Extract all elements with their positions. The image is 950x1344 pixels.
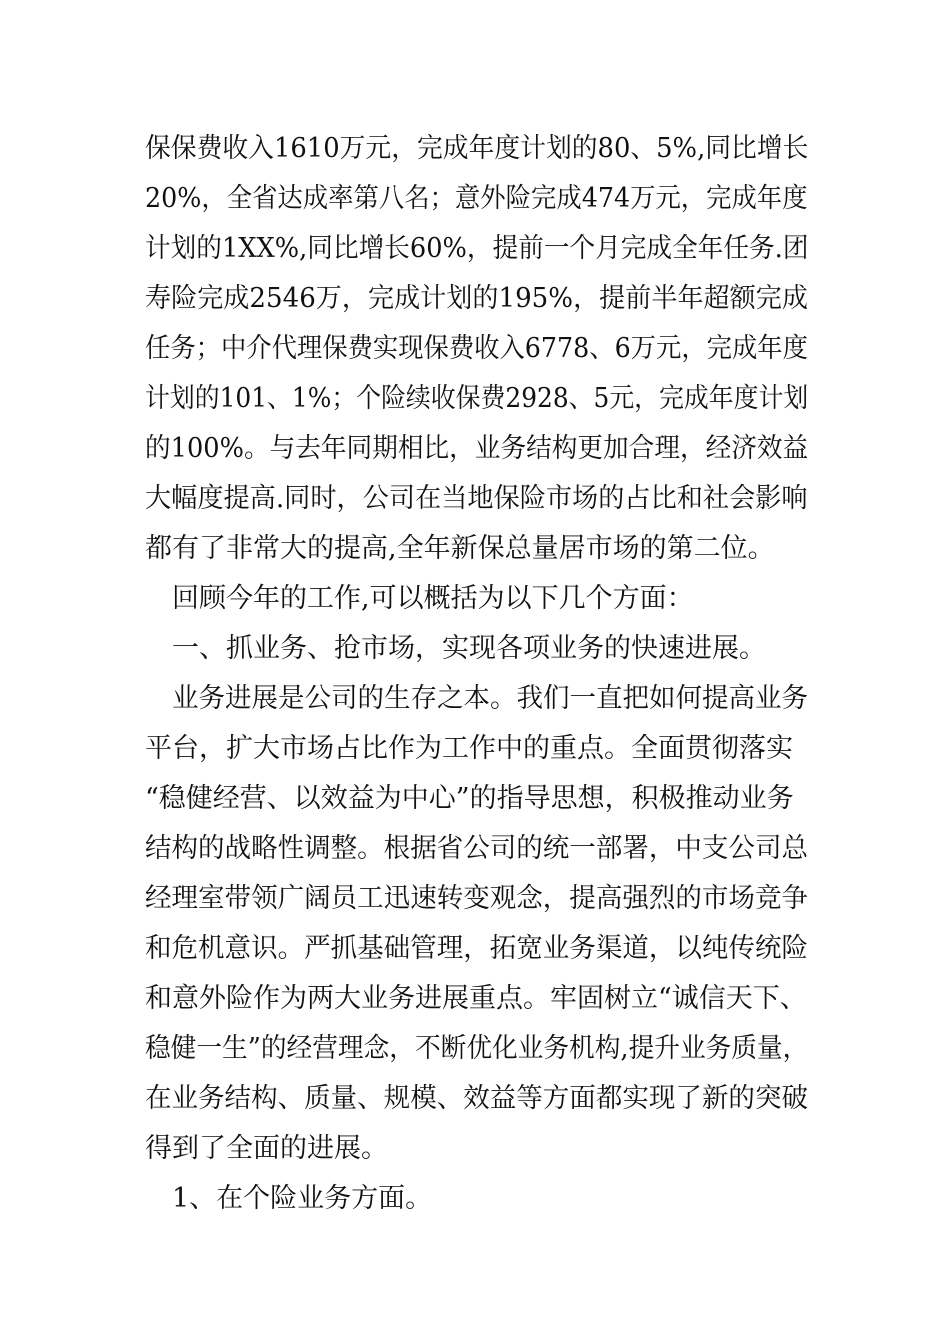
text-line: 大幅度提高.同时，公司在当地保险市场的占比和社会影响: [145, 483, 808, 514]
text-line: 业务进展是公司的生存之本。我们一直把如何提高业务: [172, 683, 809, 714]
text-line: 回顾今年的工作,可以概括为以下几个方面：: [172, 583, 694, 614]
text-line: 计划的1XX%,同比增长60%，提前一个月完成全年任务.团: [145, 233, 809, 264]
text-line: “稳健经营、以效益为中心”的指导思想，积极推动业务: [145, 783, 794, 814]
text-line: 结构的战略性调整。根据省公司的统一部署，中支公司总: [145, 833, 808, 864]
text-line: 经理室带领广阔员工迅速转变观念，提高强烈的市场竞争: [145, 883, 808, 914]
text-line: 计划的101、1%；个险续收保费2928、5元，完成年度计划: [145, 383, 809, 414]
text-line: 任务；中介代理保费实现保费收入6778、6万元，完成年度: [145, 333, 808, 364]
text-line: 都有了非常大的提高,全年新保总量居市场的第二位。: [145, 533, 775, 564]
text-line: 和危机意识。严抓基础管理，拓宽业务渠道，以纯传统险: [145, 933, 808, 964]
text-line: 得到了全面的进展。: [145, 1133, 388, 1164]
text-line: 保保费收入1610万元，完成年度计划的80、5%,同比增长: [145, 133, 809, 164]
text-line: 稳健一生”的经营理念，不断优化业务机构,提升业务质量，: [145, 1033, 809, 1064]
section-heading: 一、抓业务、抢市场，实现各项业务的快速进展。: [172, 633, 766, 664]
text-line: 寿险完成2546万，完成计划的195%，提前半年超额完成: [145, 283, 808, 314]
text-line: 平台，扩大市场占比作为工作中的重点。全面贯彻落实: [145, 733, 793, 764]
text-line: 和意外险作为两大业务进展重点。牢固树立“诚信天下、: [145, 983, 807, 1014]
text-line: 在业务结构、质量、规模、效益等方面都实现了新的突破: [145, 1083, 808, 1114]
text-line: 20%，全省达成率第八名；意外险完成474万元，完成年度: [145, 183, 808, 214]
text-line: 的100%。与去年同期相比，业务结构更加合理，经济效益: [145, 433, 809, 464]
subsection-heading: 1、在个险业务方面。: [172, 1183, 433, 1214]
